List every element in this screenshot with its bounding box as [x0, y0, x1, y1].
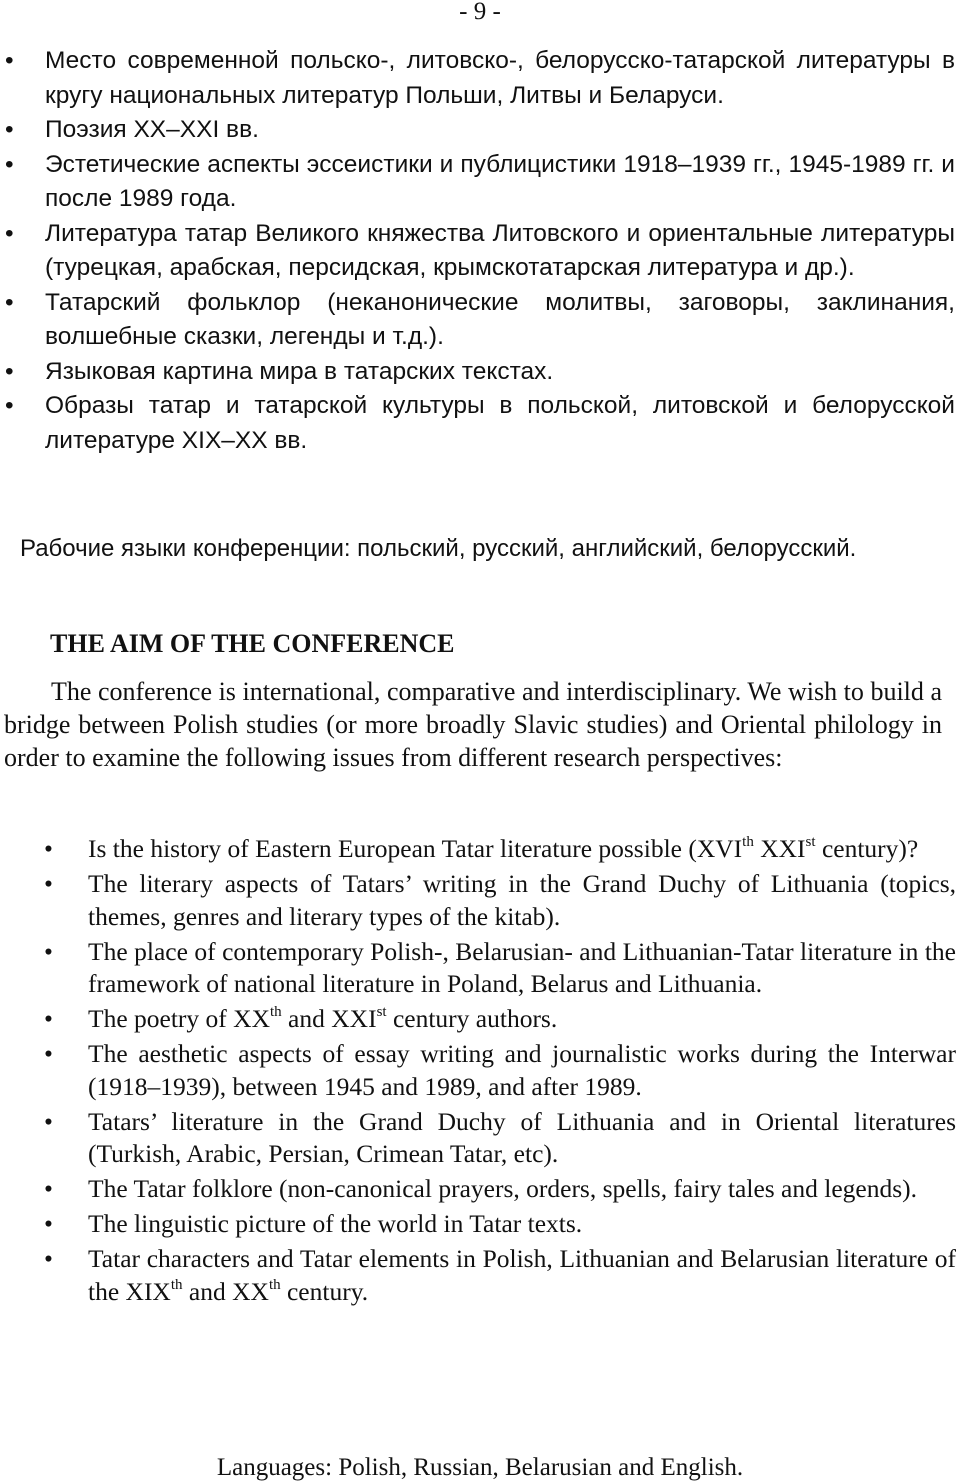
list-item-text: Поэзия XX–XXI вв. — [45, 116, 259, 143]
list-item-text: The linguistic picture of the world in Tatar texts. — [88, 1209, 583, 1238]
page-number: - 9 - — [459, 0, 501, 25]
bullet-icon: • — [44, 1209, 53, 1238]
list-item — [0, 1243, 956, 1308]
conference-languages: Languages: Polish, Russian, Belarusian and English. — [216, 1454, 744, 1481]
list-item-text: Образы татар и татарской культуры в польской, литовской и белорусской литературе XIX–XX вв. — [45, 392, 955, 454]
bullet-icon: • — [44, 1039, 53, 1068]
list-item-text: Татарский фольклор (неканонические молитвы, заговоры, заклинания, волшебные сказки, легенды и т.д.). — [45, 288, 955, 350]
bullet-icon: • — [5, 116, 14, 143]
list-item — [0, 1173, 956, 1206]
list-item-text: Языковая картина мира в татарских текстах. — [45, 357, 554, 385]
bullet-icon: • — [5, 47, 14, 74]
bullet-icon: • — [44, 1106, 53, 1136]
list-item-text: Место современной польско-, литовско-, белорусско-татарской литературы в кругу национальных литератур Польши, Литвы и Беларуси. — [45, 47, 955, 109]
list-item — [0, 833, 956, 866]
list-item-text: Tatar characters and Tatar elements in Polish, Lithuanian and Belarusian literature of the XIXth and XXth century. — [88, 1244, 956, 1306]
list-item — [0, 936, 956, 1001]
list-item — [0, 148, 955, 217]
bullet-icon: • — [5, 219, 14, 247]
list-item-text: Tatars’ literature in the Grand Duchy of Lithuania and in Oriental literatures (Turkish, Arabic, Persian, Crimean Tatar, etc). — [88, 1106, 956, 1168]
list-item-text: The place of contemporary Polish-, Belarusian- and Lithuanian-Tatar literature in the framework of national literature in Poland, Belarus and Lithuania. — [88, 936, 956, 998]
list-item — [0, 868, 956, 933]
list-item — [0, 389, 955, 458]
list-item — [0, 217, 955, 286]
bullet-icon: • — [5, 392, 14, 419]
bullet-icon: • — [44, 1244, 53, 1273]
list-item-text: The Tatar folklore (non-canonical prayers, orders, spells, fairy tales and legends). — [88, 1174, 918, 1203]
list-item — [0, 286, 955, 355]
bullet-icon: • — [44, 1174, 53, 1203]
list-item — [0, 1038, 956, 1103]
list-item-text: Эстетические аспекты эссеистики и публицистики 1918–1939 гг., 1945-1989 гг. и после 1989 года. — [45, 150, 955, 212]
list-item — [0, 113, 955, 148]
list-item — [0, 1208, 956, 1241]
list-item-text: Is the history of Eastern European Tatar literature possible (XVIth XXIst century)? — [88, 834, 919, 863]
list-item — [0, 1106, 956, 1171]
english-topics-list — [0, 833, 956, 1311]
bullet-icon: • — [44, 936, 53, 966]
section-heading: THE AIM OF THE CONFERENCE — [50, 629, 455, 658]
bullet-icon: • — [44, 869, 53, 898]
russian-topics-list — [0, 44, 955, 458]
list-item-text: The aesthetic aspects of essay writing and journalistic works during the Interwar (1918–1939), between 1945 and 1989, and after 1989. — [88, 1039, 956, 1101]
aim-paragraph: The conference is international, comparative and interdisciplinary. We wish to build a bridge between Polish studies (or more broadly Slavic studies) and Oriental philology in order to examine the following issues from different research perspectives: — [4, 677, 942, 772]
list-item — [0, 1003, 956, 1036]
bullet-icon: • — [44, 1004, 53, 1033]
bullet-icon: • — [5, 150, 14, 178]
list-item — [0, 44, 955, 113]
list-item-text: The poetry of XXth and XXIst century authors. — [88, 1004, 558, 1033]
list-item-text: The literary aspects of Tatars’ writing in the Grand Duchy of Lithuania (topics, themes, genres and literary types of the kitab). — [88, 869, 956, 931]
bullet-icon: • — [5, 288, 14, 316]
list-item-text: Литература татар Великого княжества Литовского и ориентальные литературы (турецкая, арабская, персидская, крымскотатарская литература и др.). — [45, 219, 955, 281]
list-item — [0, 355, 955, 390]
bullet-icon: • — [44, 834, 53, 863]
bullet-icon: • — [5, 357, 14, 385]
russian-working-languages: Рабочие языки конференции: польский, русский, английский, белорусский. — [20, 535, 857, 562]
